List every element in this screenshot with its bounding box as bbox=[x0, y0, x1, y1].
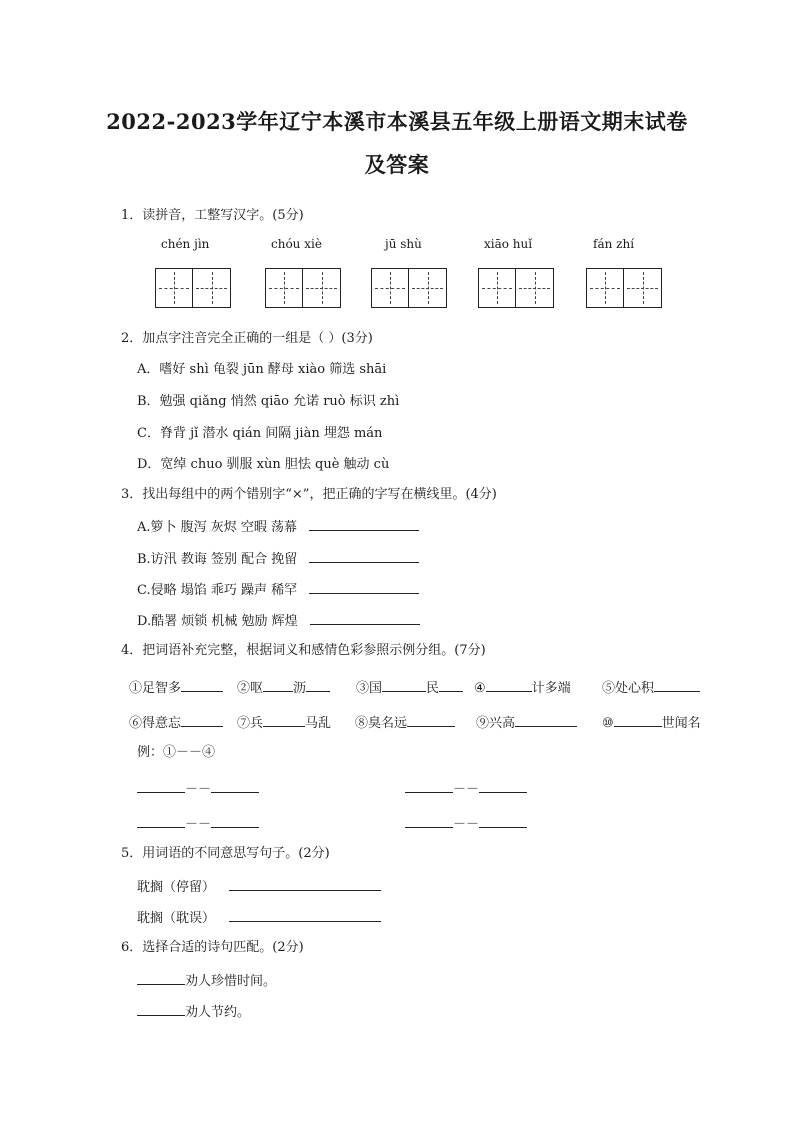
writing-cell[interactable] bbox=[371, 268, 409, 308]
pair-separator: －－ bbox=[453, 782, 480, 797]
idiom-text: ③国 bbox=[356, 681, 383, 696]
idiom-3 bbox=[356, 677, 463, 696]
writing-grid-2[interactable] bbox=[265, 268, 341, 310]
answer-blank[interactable] bbox=[211, 815, 259, 828]
pinyin-1: chén jìn bbox=[161, 237, 210, 251]
idiom-10 bbox=[602, 712, 701, 731]
answer-blank[interactable] bbox=[137, 780, 185, 793]
group-pair-4 bbox=[405, 813, 527, 832]
question-5-line-1 bbox=[137, 878, 381, 896]
idiom-6 bbox=[129, 712, 223, 731]
idiom-5 bbox=[602, 677, 700, 696]
answer-blank[interactable] bbox=[211, 780, 259, 793]
idiom-text: ⑩ bbox=[602, 716, 614, 731]
answer-blank[interactable] bbox=[405, 780, 453, 793]
poem-purpose: 劝人节约。 bbox=[185, 1005, 251, 1020]
option-text: B.访汛 教诲 签别 配合 挽留 bbox=[137, 552, 298, 567]
question-5-line-2 bbox=[137, 909, 381, 927]
group-pair-2 bbox=[405, 778, 527, 797]
pinyin-3: jū shù bbox=[385, 237, 422, 251]
idiom-text: 计多端 bbox=[531, 681, 571, 696]
answer-blank[interactable] bbox=[263, 679, 293, 692]
answer-blank[interactable] bbox=[309, 518, 419, 531]
answer-blank[interactable] bbox=[263, 714, 305, 727]
question-1-heading: 1．读拼音，工整写汉字。(5分) bbox=[121, 208, 304, 223]
question-4-heading: 4．把词语补充完整，根据词义和感情色彩参照示例分组。(7分) bbox=[121, 643, 486, 658]
idiom-text: ⑥得意忘 bbox=[129, 716, 182, 731]
pair-separator: －－ bbox=[185, 817, 212, 832]
question-6-line-1 bbox=[137, 972, 276, 990]
writing-cell[interactable] bbox=[586, 268, 624, 308]
question-3-option-b bbox=[137, 550, 419, 568]
answer-blank[interactable] bbox=[407, 714, 455, 727]
option-text: C.侵略 塌馅 乖巧 躁声 稀罕 bbox=[137, 583, 298, 598]
answer-blank[interactable] bbox=[306, 679, 330, 692]
word-meaning: 耽搁（停留） bbox=[137, 880, 216, 895]
idiom-text: ②呕 bbox=[237, 681, 264, 696]
writing-cell[interactable] bbox=[265, 268, 303, 308]
answer-blank[interactable] bbox=[486, 679, 532, 692]
writing-cell[interactable] bbox=[624, 268, 662, 308]
idiom-7 bbox=[237, 712, 331, 731]
question-2-option-b: B．勉强 qiǎng 悄然 qiāo 允诺 ruò 标识 zhì bbox=[137, 394, 400, 409]
writing-cell[interactable] bbox=[478, 268, 516, 308]
writing-grid-3[interactable] bbox=[371, 268, 447, 310]
document-title-line2: 及答案 bbox=[364, 152, 430, 177]
idiom-4 bbox=[474, 677, 571, 696]
pair-separator: －－ bbox=[453, 817, 480, 832]
idiom-text: 世闻名 bbox=[661, 716, 701, 731]
question-2-heading: 2．加点字注音完全正确的一组是（ ）(3分) bbox=[121, 331, 373, 346]
idiom-text: ⑧臭名远 bbox=[355, 716, 408, 731]
question-3-option-d bbox=[137, 612, 420, 630]
writing-cell[interactable] bbox=[409, 268, 447, 308]
pair-separator: －－ bbox=[185, 782, 212, 797]
pinyin-2: chóu xiè bbox=[271, 237, 322, 251]
writing-grid-4[interactable] bbox=[478, 268, 554, 310]
idiom-8 bbox=[355, 712, 455, 731]
question-2-option-d: D．宽绰 chuo 驯服 xùn 胆怯 què 触动 cù bbox=[137, 457, 390, 472]
idiom-text: 马乱 bbox=[305, 716, 332, 731]
answer-blank[interactable] bbox=[382, 679, 426, 692]
option-text: A.箩卜 腹泻 灰烬 空暇 荡幕 bbox=[137, 520, 298, 535]
answer-blank[interactable] bbox=[654, 679, 700, 692]
idiom-2 bbox=[237, 677, 330, 696]
pinyin-5: fán zhí bbox=[593, 237, 635, 251]
writing-cell[interactable] bbox=[193, 268, 231, 308]
writing-cell[interactable] bbox=[516, 268, 554, 308]
answer-blank[interactable] bbox=[137, 1003, 185, 1016]
poem-purpose: 劝人珍惜时间。 bbox=[185, 974, 277, 989]
answer-blank[interactable] bbox=[229, 909, 381, 922]
group-pair-3 bbox=[137, 813, 259, 832]
question-2-option-a: A．嗜好 shì 龟裂 jūn 酵母 xiào 筛选 shāi bbox=[137, 362, 387, 377]
idiom-text: 民 bbox=[426, 681, 440, 696]
answer-blank[interactable] bbox=[515, 714, 577, 727]
answer-blank[interactable] bbox=[309, 550, 419, 563]
answer-blank[interactable] bbox=[181, 679, 223, 692]
idiom-text: ⑦兵 bbox=[237, 716, 264, 731]
idiom-text: 沥 bbox=[293, 681, 307, 696]
writing-cell[interactable] bbox=[303, 268, 341, 308]
question-4-example: 例：①－－④ bbox=[137, 745, 216, 760]
question-5-heading: 5．用词语的不同意思写句子。(2分) bbox=[121, 846, 330, 861]
writing-grid-1[interactable] bbox=[155, 268, 231, 310]
idiom-9 bbox=[476, 712, 577, 731]
word-meaning: 耽搁（耽误） bbox=[137, 911, 216, 926]
idiom-1 bbox=[129, 677, 223, 696]
option-text: D.酷署 烦锁 机械 勉励 辉煌 bbox=[137, 614, 298, 629]
question-3-heading: 3．找出每组中的两个错别字“×”，把正确的字写在横线里。(4分) bbox=[121, 487, 497, 502]
idiom-text: ⑤处心积 bbox=[602, 681, 655, 696]
idiom-text: ①足智多 bbox=[129, 681, 182, 696]
question-3-option-a bbox=[137, 518, 419, 536]
answer-blank[interactable] bbox=[137, 972, 185, 985]
idiom-text: ⑨兴高 bbox=[476, 716, 516, 731]
group-pair-1 bbox=[137, 778, 259, 797]
document-title-line1: 2022-2023学年辽宁本溪市本溪县五年级上册语文期末试卷 bbox=[106, 109, 688, 134]
question-2-option-c: C．脊背 jǐ 潜水 qián 间隔 jiàn 埋怨 mán bbox=[137, 426, 383, 441]
pinyin-4: xiāo huǐ bbox=[484, 237, 533, 251]
writing-grid-5[interactable] bbox=[586, 268, 662, 310]
question-3-option-c bbox=[137, 581, 419, 599]
answer-blank[interactable] bbox=[137, 815, 185, 828]
answer-blank[interactable] bbox=[614, 714, 662, 727]
answer-blank[interactable] bbox=[439, 679, 463, 692]
answer-blank[interactable] bbox=[309, 581, 419, 594]
answer-blank[interactable] bbox=[405, 815, 453, 828]
writing-cell[interactable] bbox=[155, 268, 193, 308]
idiom-text: ④ bbox=[474, 681, 486, 696]
answer-blank[interactable] bbox=[479, 815, 527, 828]
answer-blank[interactable] bbox=[479, 780, 527, 793]
question-6-line-2 bbox=[137, 1003, 250, 1021]
answer-blank[interactable] bbox=[229, 878, 381, 891]
question-6-heading: 6．选择合适的诗句匹配。(2分) bbox=[121, 940, 304, 955]
answer-blank[interactable] bbox=[181, 714, 223, 727]
answer-blank[interactable] bbox=[310, 612, 420, 625]
